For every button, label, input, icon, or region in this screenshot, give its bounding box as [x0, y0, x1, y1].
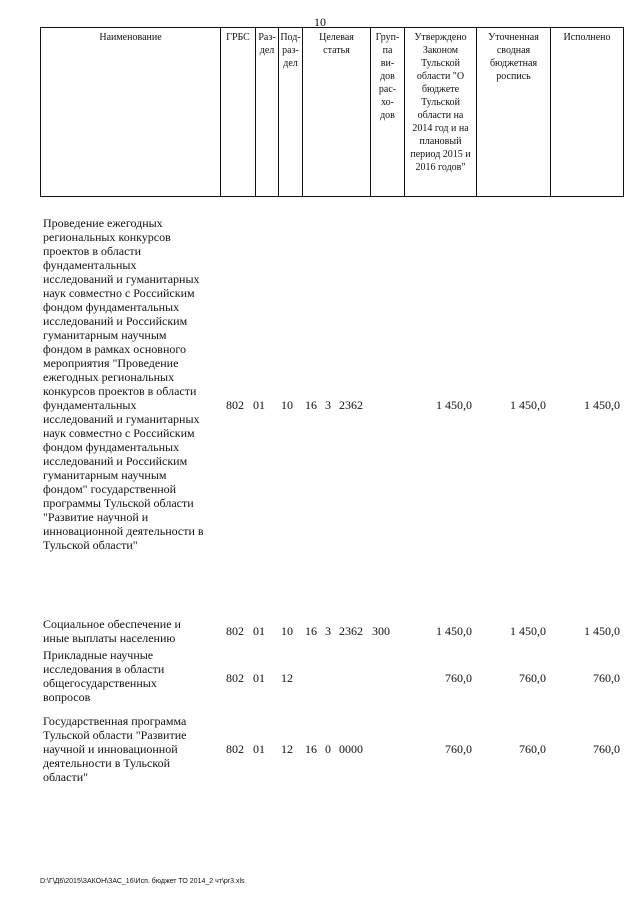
row-refined: 1 450,0 — [510, 624, 546, 638]
row-target-part2: 3 — [325, 398, 331, 412]
row-target-part1: 16 — [305, 742, 317, 756]
row-podrazdel: 10 — [281, 624, 293, 638]
row-executed: 1 450,0 — [584, 398, 620, 412]
row-razdel: 01 — [253, 398, 265, 412]
header-podrazdel: Под- раз- дел — [278, 27, 302, 197]
row-target-part2: 0 — [325, 742, 331, 756]
row-refined: 1 450,0 — [510, 398, 546, 412]
row-refined: 760,0 — [519, 742, 546, 756]
row-razdel: 01 — [253, 742, 265, 756]
row-podrazdel: 12 — [281, 742, 293, 756]
header-expense-group: Груп- па ви- дов рас- хо- дов — [370, 27, 404, 197]
header-executed: Исполнено — [550, 27, 624, 197]
row-target-part3: 2362 — [339, 398, 363, 412]
row-executed: 760,0 — [593, 671, 620, 685]
row-executed: 1 450,0 — [584, 624, 620, 638]
row-name: Прикладные научные исследования в области общегосударственных вопросов — [43, 648, 165, 704]
row-podrazdel: 12 — [281, 671, 293, 685]
row-name: Государственная программа Тульской области "Развитие научной и инновационной деятельности в Тульской области" — [43, 714, 187, 784]
header-razdel: Раз- дел — [255, 27, 278, 197]
row-name: Проведение ежегодных региональных конкурсов проектов в области фундаментальных исследований и гуманитарных наук совместно с Российским фондом фундаментальных исследований и Российским гуманитарным научным фондом в рамках основного мероприятия "Проведение ежегодных региональных конкурсов проектов в области фундаментальных исследований и гуманитарных наук совместно с Российским фондом фундаментальных исследований и Российским гуманитарным научным фондом" государственной программы Тульской области "Развитие научной и инновационной деятельности в Тульской области" — [43, 216, 204, 552]
row-target-part3: 2362 — [339, 624, 363, 638]
row-target-part3: 0000 — [339, 742, 363, 756]
row-target-part2: 3 — [325, 624, 331, 638]
row-podrazdel: 10 — [281, 398, 293, 412]
row-razdel: 01 — [253, 671, 265, 685]
row-target-part1: 16 — [305, 398, 317, 412]
header-grbs: ГРБС — [220, 27, 255, 197]
row-target-part1: 16 — [305, 624, 317, 638]
header-refined: Уточненная сводная бюджетная роспись — [476, 27, 550, 197]
row-approved: 1 450,0 — [436, 398, 472, 412]
row-razdel: 01 — [253, 624, 265, 638]
row-group: 300 — [372, 624, 390, 638]
row-grbs: 802 — [226, 624, 244, 638]
file-path-footer: D:\Г\Д6\2015\ЗАКОН\ЗАС_16\Исп. бюджет ТО 2014_2 чт\pr3.xls — [40, 878, 245, 885]
header-name: Наименование — [40, 27, 220, 197]
row-refined: 760,0 — [519, 671, 546, 685]
row-grbs: 802 — [226, 742, 244, 756]
row-approved: 760,0 — [445, 671, 472, 685]
row-approved: 1 450,0 — [436, 624, 472, 638]
page-number: 10 — [314, 15, 326, 29]
header-target-article: Целевая статья — [302, 27, 370, 197]
row-approved: 760,0 — [445, 742, 472, 756]
row-grbs: 802 — [226, 671, 244, 685]
row-name: Социальное обеспечение и иные выплаты населению — [43, 617, 181, 645]
row-grbs: 802 — [226, 398, 244, 412]
header-approved: Утверждено Законом Тульской области "О бюджете Тульской области на 2014 год и на плановый период 2015 и 2016 годов" — [404, 27, 476, 197]
table-header — [40, 27, 624, 197]
row-executed: 760,0 — [593, 742, 620, 756]
